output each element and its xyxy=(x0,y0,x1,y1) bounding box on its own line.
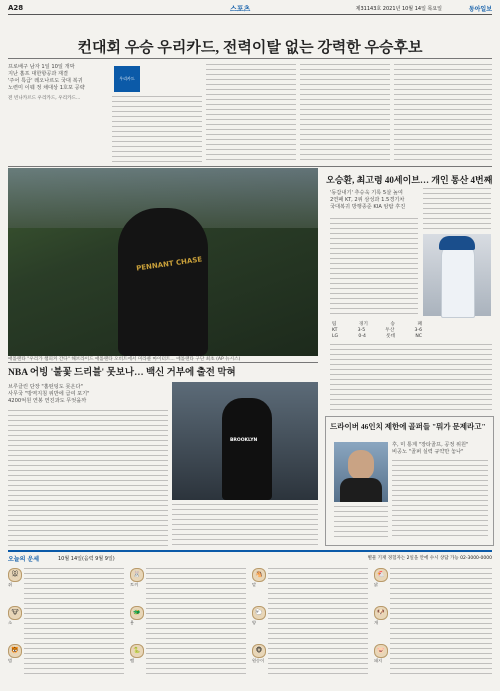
photo-caption: 애틀랜타 "우리가 챔피커 간다" 해브라이드 애틀랜타 오비트에서 미라클 마이터트... 애틀랜타 구단 최초 (AP 뉴시스) xyxy=(8,357,241,362)
zodiac-label: 소 xyxy=(8,620,13,625)
divider xyxy=(8,550,492,552)
celebration-photo xyxy=(8,168,318,356)
zodiac-icon: 🐔 xyxy=(374,568,388,582)
main-subheads xyxy=(8,64,108,92)
page-number: A28 xyxy=(8,4,24,12)
subhead: 2연패 KT, 2위 삼성과 1.5경기차 xyxy=(330,197,405,203)
subhead: 노련미 이웨 정 채대상 1호포 공략 xyxy=(8,85,85,91)
article-body xyxy=(112,96,202,164)
pitcher-cap xyxy=(439,236,475,250)
article-body xyxy=(330,344,492,410)
main-headline: 컨대회 우승 우리카드, 전력이탈 없는 강력한 우승후보 xyxy=(77,40,423,56)
article-body xyxy=(423,188,491,230)
zodiac-label: 용 xyxy=(130,620,135,625)
oh-subheads xyxy=(330,190,422,211)
standings-table xyxy=(332,322,422,340)
article-body xyxy=(334,506,388,540)
section-label: 스포츠 xyxy=(230,5,251,13)
zodiac-label: 돼지 xyxy=(374,658,383,663)
divider xyxy=(8,166,492,167)
table-cell: 0-4 xyxy=(358,334,366,339)
table-cell: 패 xyxy=(417,322,422,327)
subhead: '동갑내기' 추승욱 기록 5살 높여 xyxy=(330,190,403,196)
table-cell: 롯데 xyxy=(386,334,396,339)
golfer-body xyxy=(340,478,382,502)
zodiac-label: 개 xyxy=(374,620,379,625)
table-cell: NC xyxy=(415,334,422,339)
golf-subheads xyxy=(392,442,488,456)
article-body xyxy=(392,460,488,540)
article-body xyxy=(330,218,418,318)
subhead: 브루클린 단장 "홈떤팅도 못온다" xyxy=(8,384,83,390)
zodiac-label: 원숭이 xyxy=(252,658,265,663)
oh-headline: 오승환, 최고령 40세이브… 개인 통산 4번째 xyxy=(326,175,493,185)
zodiac-icon: 🐍 xyxy=(130,644,144,658)
fortune-text xyxy=(146,568,246,678)
zodiac-icon: 🐲 xyxy=(130,606,144,620)
article-body xyxy=(172,504,318,546)
team-logo-text: 우리카드 xyxy=(119,76,135,81)
zodiac-icon: 🐰 xyxy=(130,568,144,582)
newspaper-brand: 동아일보 xyxy=(468,6,492,13)
zodiac-label: 범 xyxy=(8,658,13,663)
zodiac-label: 쥐 xyxy=(8,582,13,587)
zodiac-label: 닭 xyxy=(374,582,379,587)
fortune-date: 10월 14일(음력 9월 9일) xyxy=(58,556,115,562)
table-cell: 팀 xyxy=(332,322,337,327)
golf-headline: 드라이버 46인치 제한에 골퍼들 "뭐가 문제라고" xyxy=(330,422,486,431)
zodiac-label: 양 xyxy=(252,620,257,625)
zodiac-icon: 🐵 xyxy=(252,644,266,658)
fortune-grid xyxy=(8,568,492,686)
zodiac-icon: 🐴 xyxy=(252,568,266,582)
subhead: 프로배구 남자 1일 10일 개막 xyxy=(8,64,75,70)
article-body xyxy=(300,64,390,164)
divider xyxy=(8,362,318,363)
table-cell: 3-5 xyxy=(357,328,366,333)
zodiac-icon: 🐮 xyxy=(8,606,22,620)
shirt-text: PENNANT CHASE xyxy=(135,255,203,273)
subhead: 비공노 "골퍼 실력 규약만 놓나" xyxy=(392,449,464,455)
table-row xyxy=(332,334,422,340)
fortune-text xyxy=(268,568,368,678)
fortune-header xyxy=(8,554,492,564)
subhead: '주어 특급' 레오나르도 국대 복귀 xyxy=(8,78,83,84)
subhead: 4200억원 연봉 연진과도 무엇을까 xyxy=(8,398,87,404)
player-figure xyxy=(118,208,208,356)
table-cell: 경기 xyxy=(359,322,368,327)
zodiac-icon: 🐷 xyxy=(374,644,388,658)
divider xyxy=(8,58,492,59)
golfer-face xyxy=(348,450,374,480)
jersey-text: BROOKLYN xyxy=(230,438,258,443)
zodiac-label: 토끼 xyxy=(130,582,139,587)
zodiac-icon: 🐭 xyxy=(8,568,22,582)
table-cell: KT xyxy=(332,328,338,333)
zodiac-label: 뱀 xyxy=(130,658,135,663)
nba-headline: NBA 어빙 '불꽃 드리블' 못보나… 백신 거부에 출전 막혀 xyxy=(8,368,236,378)
article-body xyxy=(394,64,492,164)
main-caption: 전 빈나카르드 우리카드, 우리카드... xyxy=(8,96,81,101)
subhead: 사무국 "방역지침 위반에 급여 포기" xyxy=(8,391,90,397)
team-logo xyxy=(114,66,140,92)
table-cell: 두산 xyxy=(385,328,395,333)
basketball-photo xyxy=(172,382,318,500)
table-cell: 승 xyxy=(390,322,395,327)
article-body xyxy=(8,410,168,546)
subhead: 국대복귀 방행종준 KIA 암탑 후진 xyxy=(330,204,406,210)
golfer-photo xyxy=(334,442,388,502)
subhead: 후, 미 통계 "장타골프, 공정 위원" xyxy=(392,442,469,448)
pitcher-figure xyxy=(441,242,475,318)
zodiac-label: 말 xyxy=(252,582,257,587)
nba-subheads xyxy=(8,384,168,405)
article-body xyxy=(206,64,296,164)
player-figure xyxy=(222,398,272,500)
fortune-text xyxy=(390,568,492,678)
table-cell: 3-6 xyxy=(414,328,422,333)
fortune-title: 오늘의 운세 xyxy=(8,556,40,563)
page-header xyxy=(8,2,492,15)
zodiac-icon: 🐑 xyxy=(252,606,266,620)
zodiac-icon: 🐶 xyxy=(374,606,388,620)
zodiac-icon: 🐯 xyxy=(8,644,22,658)
pitcher-photo xyxy=(423,234,491,316)
fortune-text xyxy=(24,568,124,678)
subhead: 지난 홈프 대한항공과 재결 xyxy=(8,71,69,77)
table-cell: LG xyxy=(332,334,339,339)
fortune-note: 별물 기재 경험자는 2일을 안에 수시 상담 가능 02-3000-0000 xyxy=(367,556,492,561)
issue-info: 제31143호 2021년 10월 14일 목요일 xyxy=(355,6,442,12)
